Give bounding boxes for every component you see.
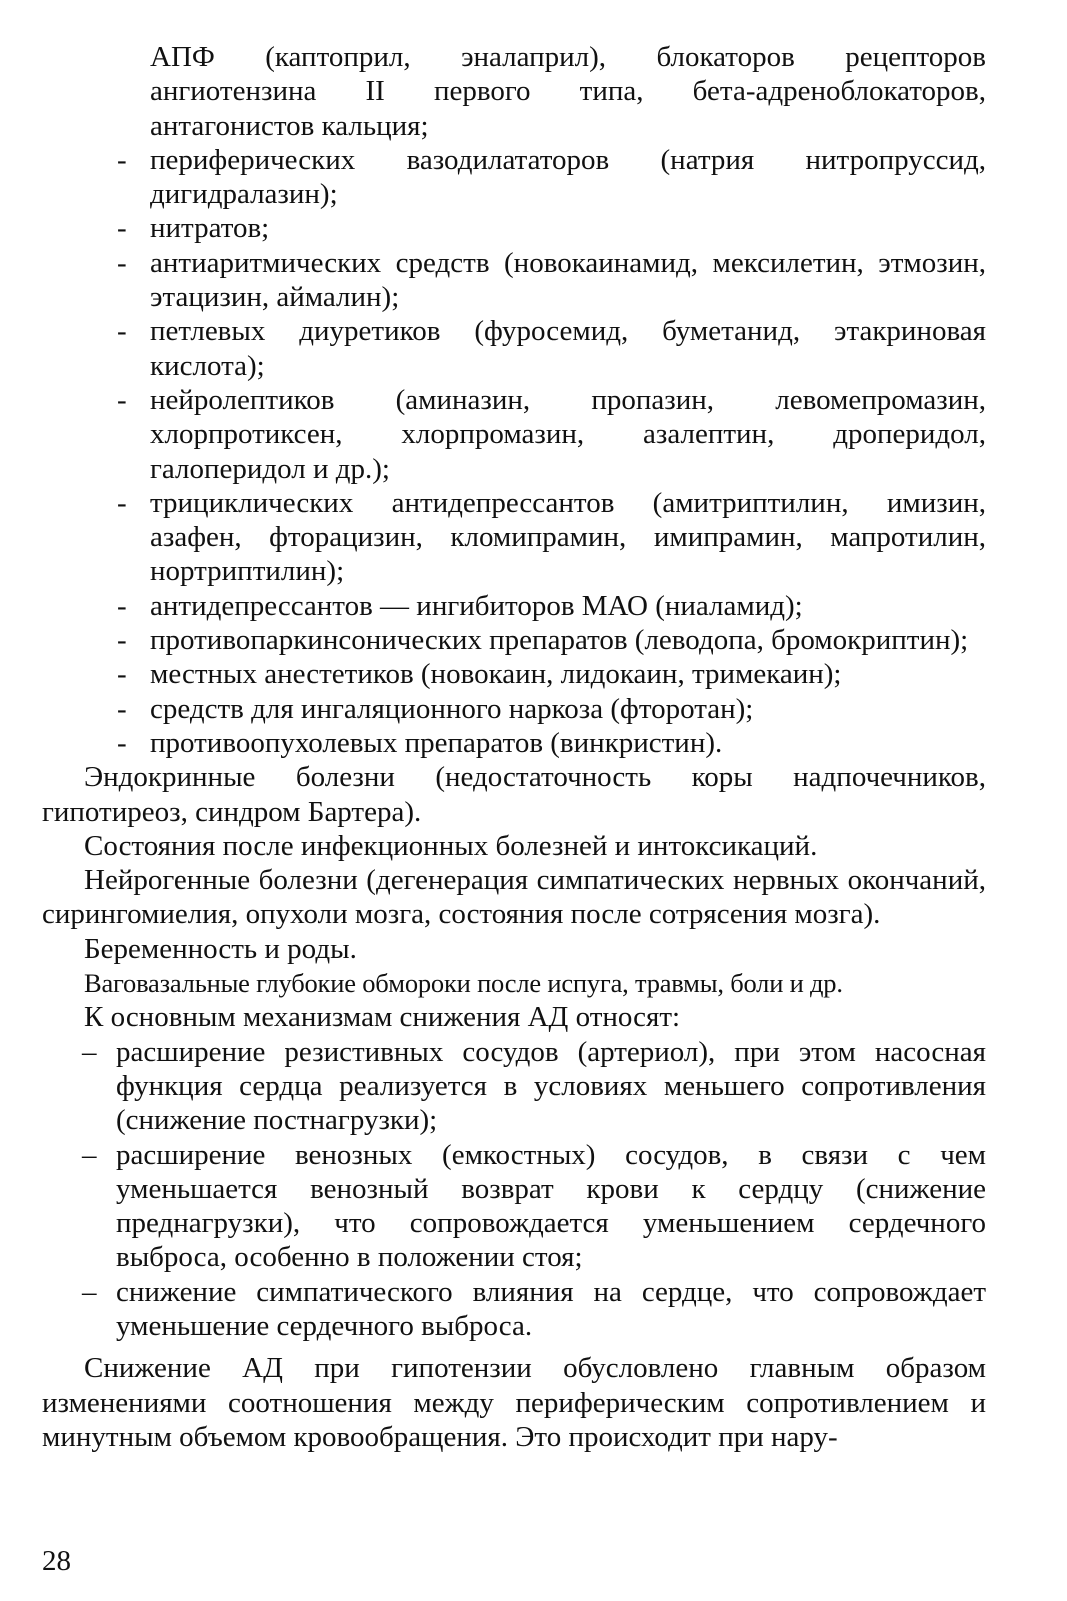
- list-item: - нейролептиков (аминазин, пропазин, левомепромазин, хлорпротиксен, хлорпромазин, азалептин, дроперидол, галоперидол и др.);: [117, 383, 986, 485]
- paragraph-final: Снижение АД при гипотензии обусловлено главным образом изменениями соотношения между периферическим сопротивлением и минутным объемом кровообращения. Это происходит при нару-: [42, 1352, 986, 1453]
- list-marker: -: [117, 486, 127, 519]
- list-marker: -: [117, 315, 127, 348]
- list-item: - периферических вазодилататоров (натрия нитропруссид, дигидралазин);: [117, 143, 986, 211]
- list-item: - нитратов;: [117, 212, 270, 245]
- list-marker: -: [117, 589, 127, 622]
- list-marker: –: [82, 1035, 97, 1068]
- list-item: - петлевых диуретиков (фуросемид, буметанид, этакриновая кислота);: [117, 315, 986, 382]
- paragraph-endocrine: Эндокринные болезни (недостаточность коры надпочечников, гипотиреоз, синдром Бартера).: [42, 761, 986, 828]
- page-number: 28: [42, 1545, 71, 1577]
- list-marker: -: [117, 246, 127, 279]
- page-body: [42, 40, 986, 1454]
- list-item: - антиаритмических средств (новокаинамид, мексилетин, этмозин, этацизин, аймалин);: [117, 246, 986, 314]
- list-marker: –: [82, 1138, 97, 1171]
- list-marker: -: [117, 383, 127, 416]
- list-marker: -: [117, 658, 127, 691]
- paragraph-infection: Состояния после инфекционных болезней и интоксикаций.: [84, 829, 818, 862]
- list-item: - противоопухолевых препаратов (винкристин).: [117, 726, 723, 759]
- list-item: – расширение венозных (емкостных) сосудов, в связи с чем уменьшается венозный возврат крови к сердцу (снижение преднагрузки), что сопровождается уменьшением сердечного выброса, особенно в положении стоя;: [82, 1138, 986, 1274]
- paragraph-neurogenic: Нейрогенные болезни (дегенерация симпатических нервных окончаний, сирингомиелия, опухоли мозга, состояния после сотрясения мозга).: [42, 864, 986, 931]
- list-marker: -: [117, 726, 127, 759]
- list-item: – снижение симпатического влияния на сердце, что сопровождает уменьшение сердечного выброса.: [82, 1275, 986, 1342]
- mechanisms-list: [42, 1035, 986, 1344]
- list-continuation: АПФ (каптоприл, эналаприл), блокаторов рецепторов ангиотензина II первого типа, бета-адреноблокаторов, антагонистов кальция;: [150, 41, 986, 142]
- paragraph-vasovagal: Ваговазальные глубокие обмороки после испуга, травмы, боли и др.: [84, 968, 843, 999]
- list-marker: –: [82, 1275, 97, 1308]
- list-marker: -: [117, 212, 127, 245]
- paragraph-mechanisms-intro: К основным механизмам снижения АД относят:: [84, 1001, 681, 1034]
- paragraph-pregnancy: Беременность и роды.: [84, 932, 357, 965]
- list-item: - антидепрессантов — ингибиторов МАО (ниаламид);: [117, 589, 803, 622]
- list-marker: -: [117, 143, 127, 176]
- paragraph-spacer: [42, 1343, 986, 1351]
- list-item: - трициклических антидепрессантов (амитриптилин, имизин, азафен, фторацизин, кломипрамин, имипрамин, мапротилин, нортриптилин);: [117, 486, 986, 588]
- drug-list: [42, 143, 986, 760]
- list-item: - местных анестетиков (новокаин, лидокаин, тримекаин);: [117, 658, 842, 691]
- list-item: - противопаркинсонических препаратов (леводопа, бромокриптин);: [117, 624, 969, 657]
- list-marker: -: [117, 692, 127, 725]
- list-item: – расширение резистивных сосудов (артериол), при этом насосная функция сердца реализуется в условиях меньшего сопротивления (снижение постнагрузки);: [82, 1035, 986, 1137]
- list-marker: -: [117, 624, 127, 657]
- list-item: - средств для ингаляционного наркоза (фторотан);: [117, 692, 754, 725]
